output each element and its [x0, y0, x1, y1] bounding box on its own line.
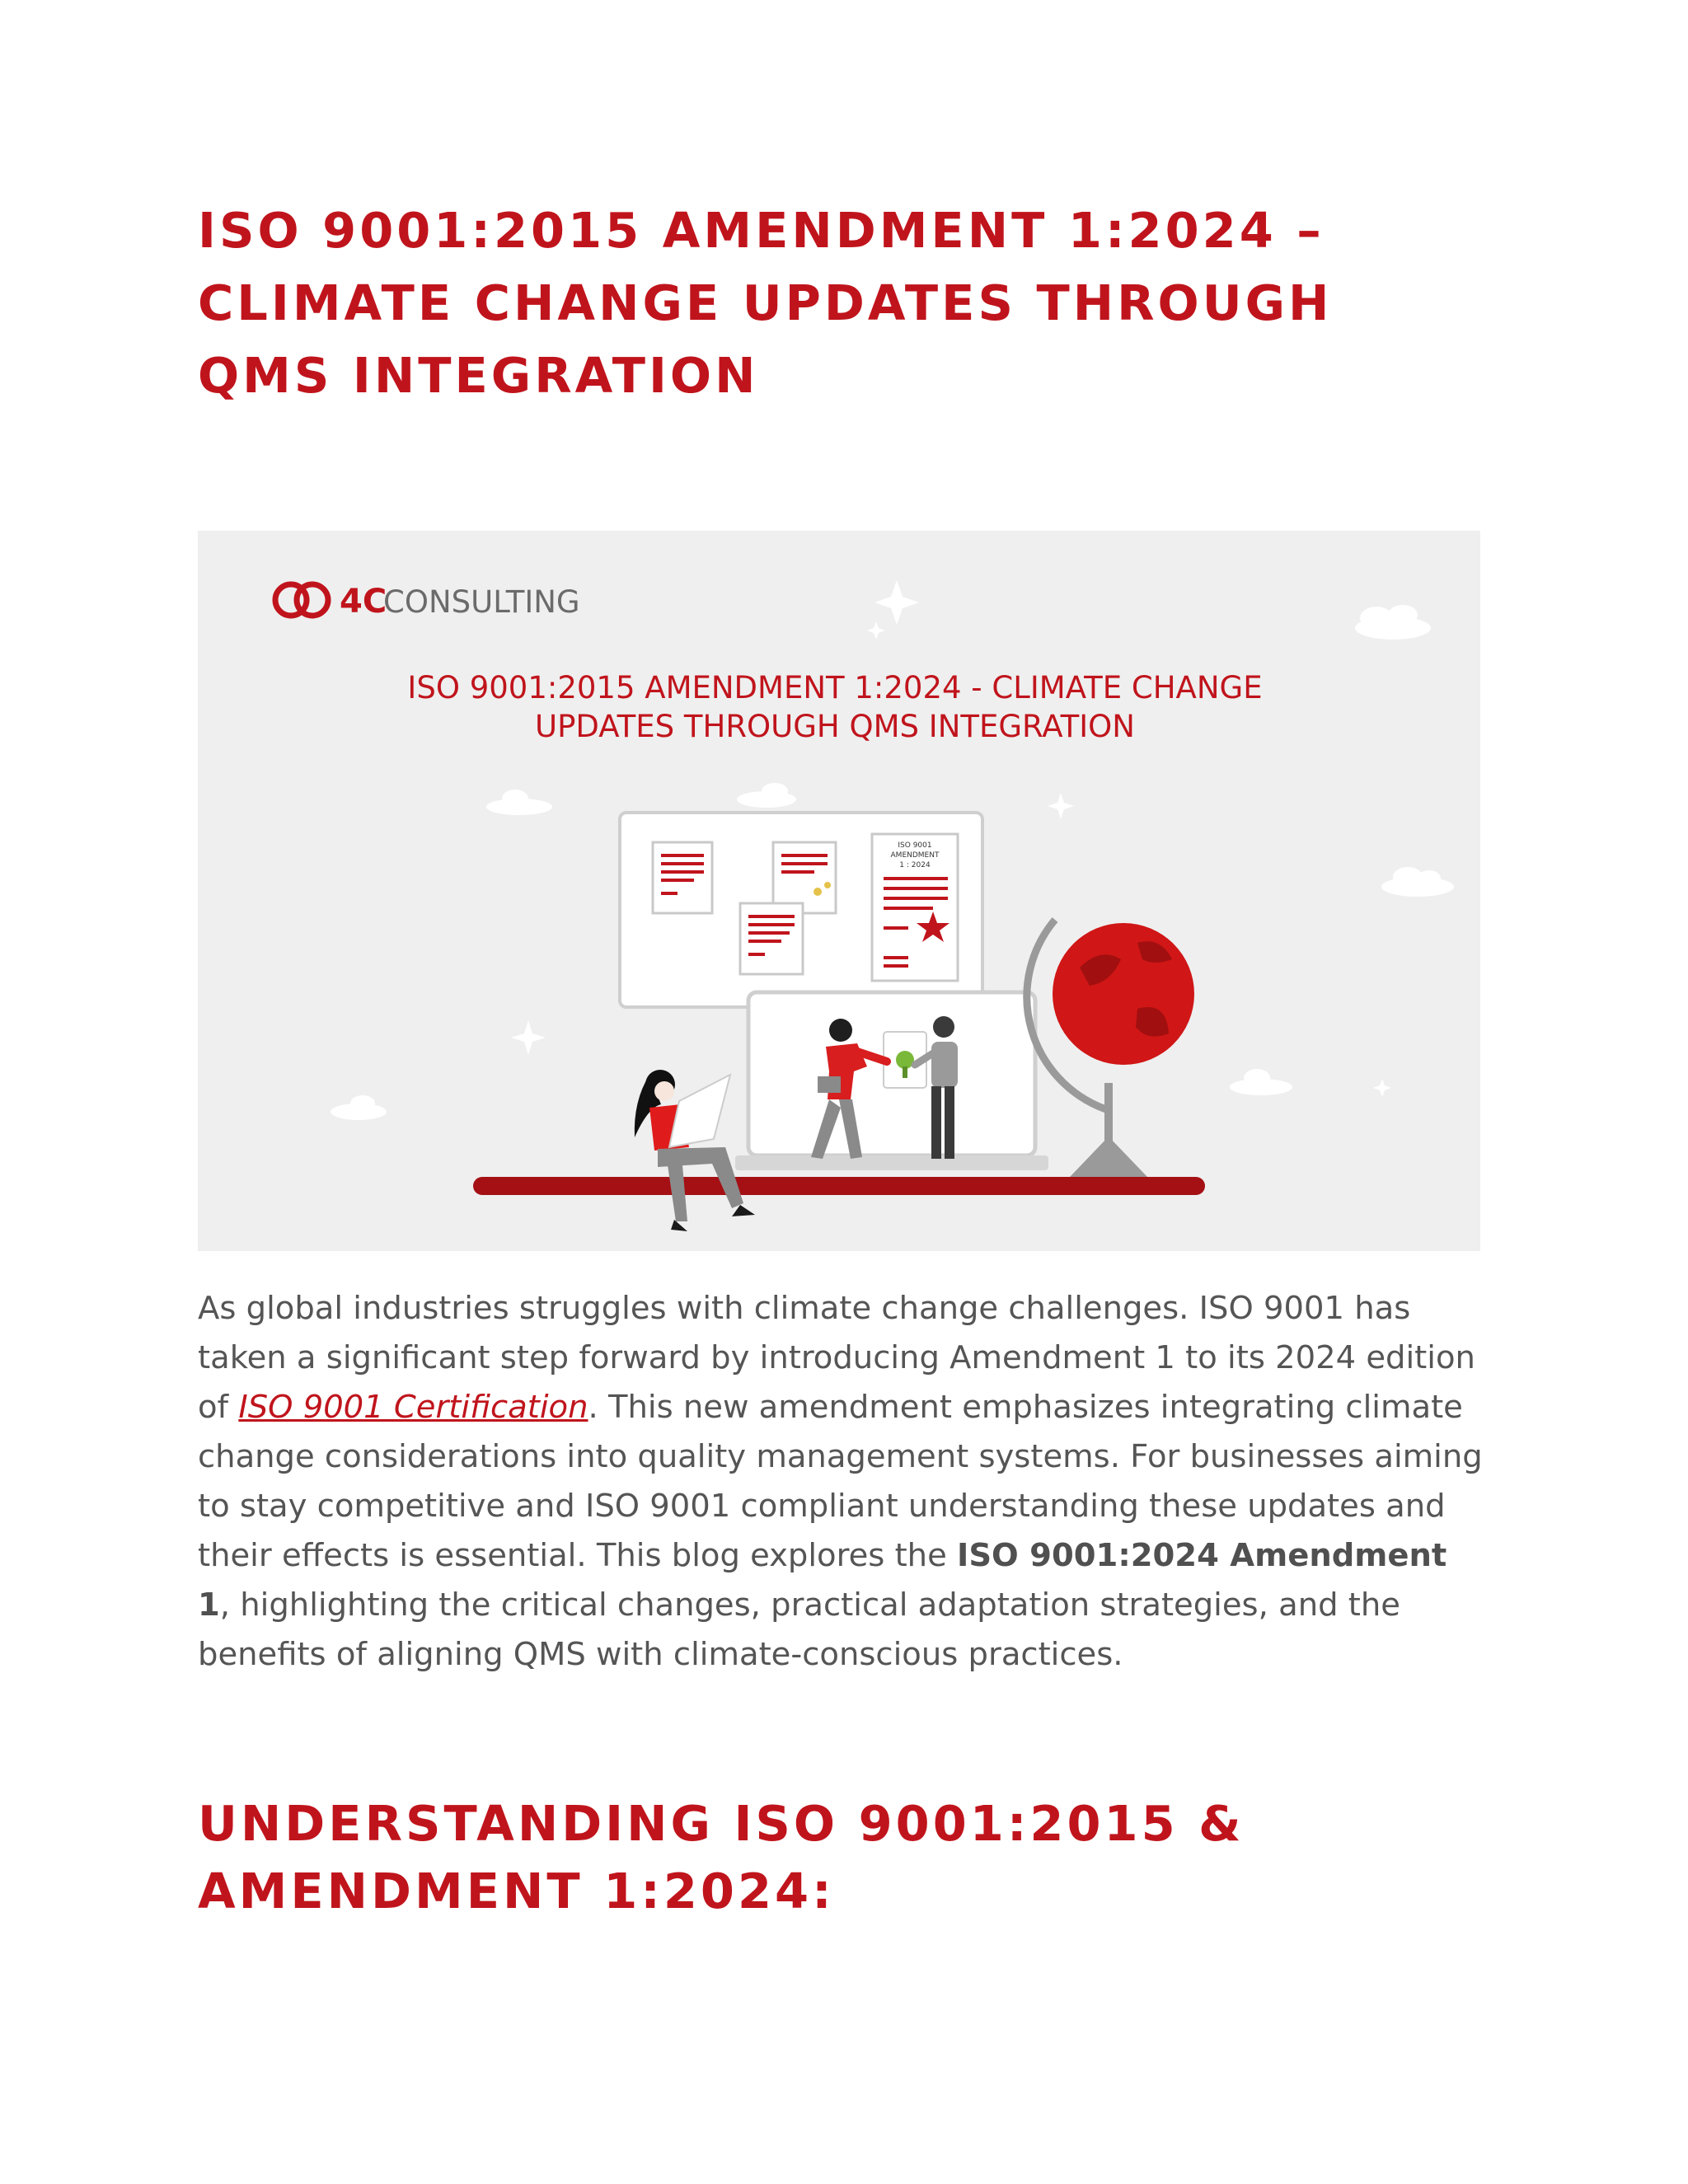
laptop-illustration	[735, 992, 1048, 1170]
article-title: ISO 9001:2015 AMENDMENT 1:2024 – CLIMATE CHANGE UPDATES THROUGH QMS INTEGRATION	[198, 202, 1333, 404]
intro-bold-text: ISO 9001:2024 Amendment 1	[198, 1537, 1447, 1624]
globe-illustration	[1027, 920, 1194, 1177]
banner-title-line2: UPDATES THROUGH QMS INTEGRATION	[535, 709, 1135, 744]
intro-text-3: , highlighting the critical changes, practical adaptation strategies, and the benefits of aligning QMS with climate-conscious practices.	[198, 1586, 1400, 1673]
hero-image	[198, 531, 1480, 1251]
whiteboard-illustration	[620, 813, 982, 1007]
section-heading: UNDERSTANDING ISO 9001:2015 & AMENDMENT 1:2024:	[198, 1795, 1245, 1919]
logo	[275, 583, 580, 621]
banner-title-line1: ISO 9001:2015 AMENDMENT 1:2024 - CLIMATE CHANGE	[407, 670, 1263, 705]
logo-bold-text: 4C	[340, 583, 387, 621]
woman-reading-illustration	[635, 1070, 755, 1231]
red-shelf	[473, 1177, 1205, 1195]
doc-title-line1: ISO 9001	[898, 841, 932, 850]
logo-text: CONSULTING	[383, 584, 580, 620]
intro-text-2: . This new amendment emphasizes integrating climate change considerations into quality management systems. For businesses aiming to stay competitive and ISO 9001 compliant understanding these updates and their effects is essential. This blog explores the	[198, 1389, 1483, 1574]
doc-title-line3: 1 : 2024	[899, 861, 931, 869]
intro-paragraph	[198, 1284, 1484, 1680]
doc-title-line2: AMENDMENT	[890, 851, 940, 860]
iso-9001-certification-link[interactable]: ISO 9001 Certification	[238, 1389, 588, 1426]
intro-text-1: As global industries struggles with climate change challenges. ISO 9001 has taken a significant step forward by introducing Amendment 1 to its 2024 edition of	[198, 1290, 1475, 1426]
